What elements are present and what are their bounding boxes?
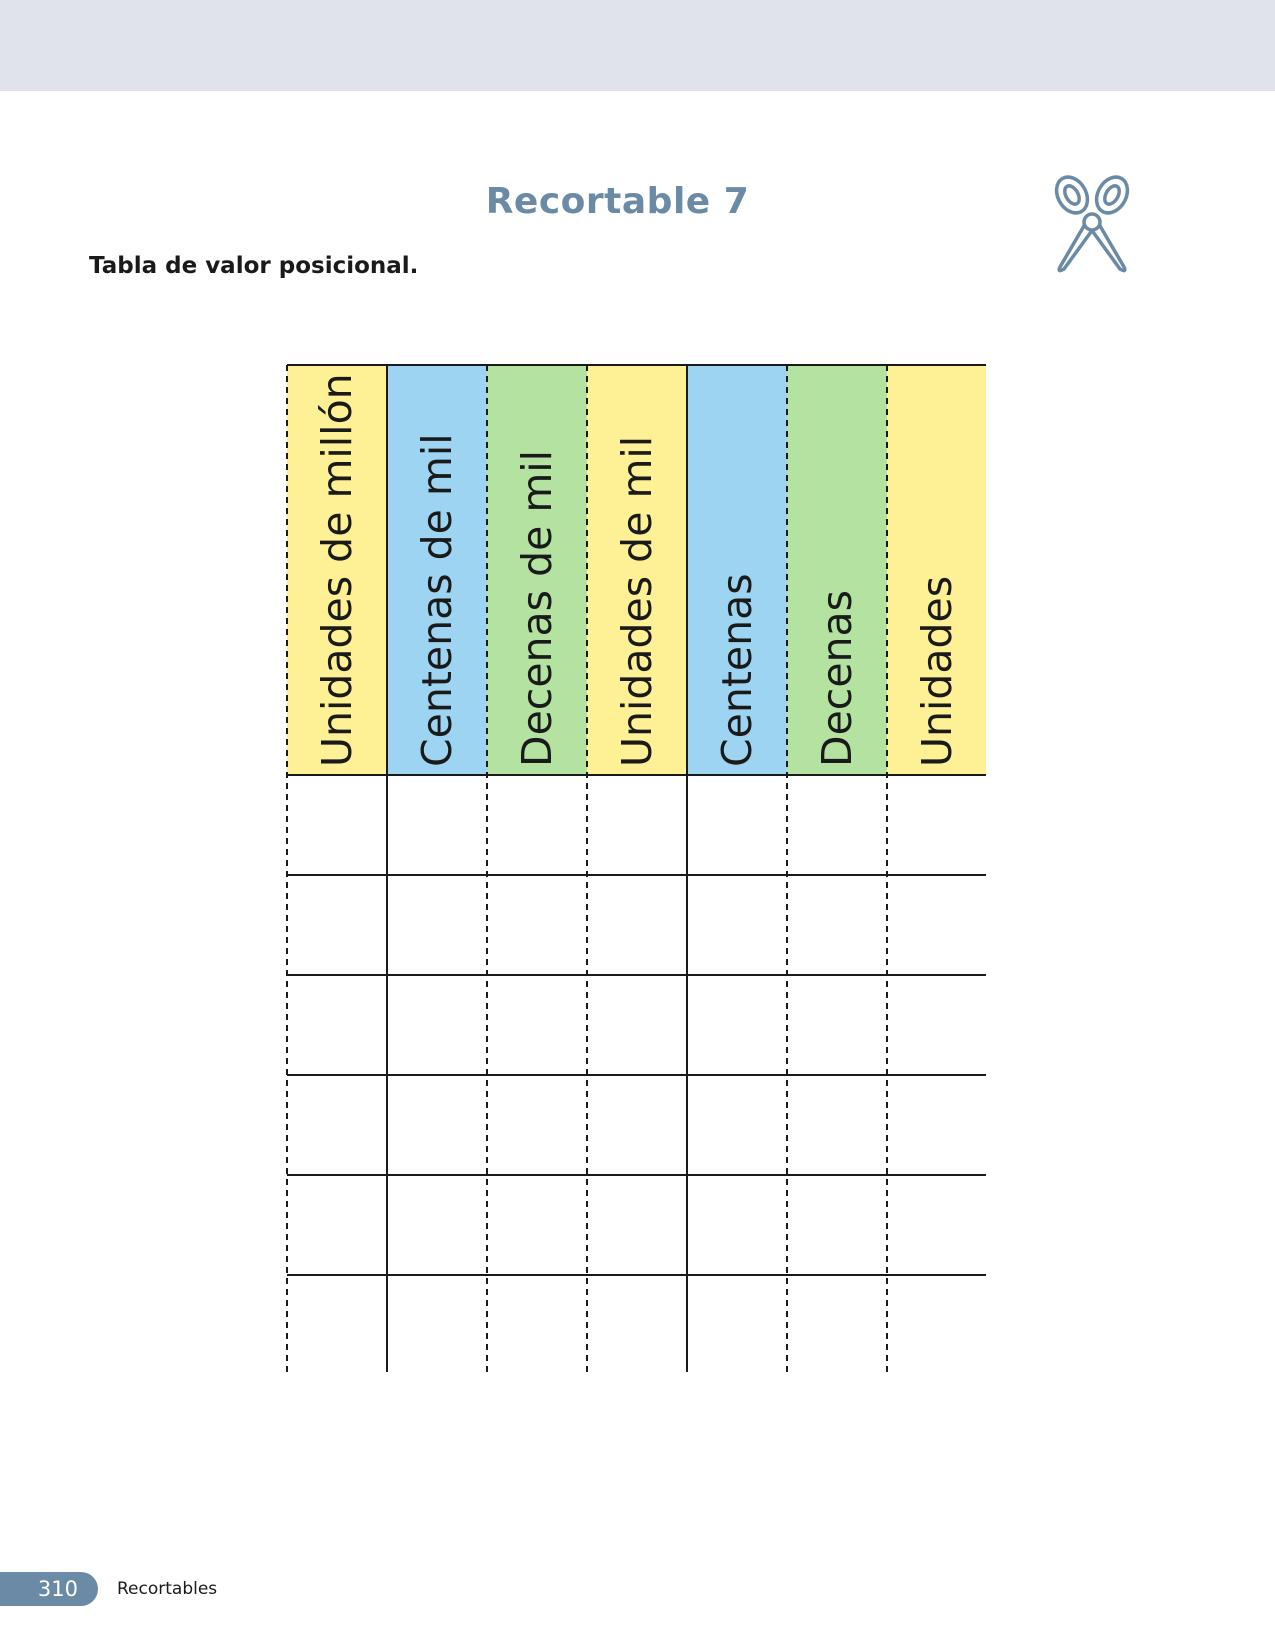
table-cell: [889, 877, 985, 973]
table-cell: [289, 1277, 385, 1372]
table-cell: [389, 1277, 485, 1372]
table-cell: [289, 1077, 385, 1173]
column-header-label: Unidades de millón: [313, 373, 361, 767]
column-header-label: Decenas: [813, 589, 861, 767]
table-cell: [589, 1177, 685, 1273]
table-cell: [589, 1077, 685, 1173]
instruction-text: Tabla de valor posicional.: [89, 253, 419, 279]
table-cell: [489, 1277, 585, 1372]
table-cell: [789, 977, 885, 1073]
table-cell: [889, 777, 985, 873]
table-cell: [689, 777, 785, 873]
column-header-label: Unidades de mil: [613, 435, 661, 767]
page-title: Recortable 7: [485, 181, 750, 222]
table-cell: [489, 1177, 585, 1273]
table-cell: [689, 1277, 785, 1372]
table-cell: [389, 777, 485, 873]
table-cell: [289, 977, 385, 1073]
table-cell: [789, 1177, 885, 1273]
table-cell: [489, 777, 585, 873]
table-cell: [489, 977, 585, 1073]
place-value-table: [280, 358, 986, 1372]
table-cell: [489, 877, 585, 973]
table-cell: [889, 1277, 985, 1372]
table-cell: [389, 877, 485, 973]
table-cell: [589, 877, 685, 973]
table-cell: [789, 1077, 885, 1173]
table-cell: [589, 1277, 685, 1372]
table-cell: [689, 977, 785, 1073]
table-cell: [889, 1177, 985, 1273]
table-cell: [789, 1277, 885, 1372]
table-cell: [389, 977, 485, 1073]
table-cell: [589, 977, 685, 1073]
column-header-label: Centenas de mil: [413, 433, 461, 767]
table-cell: [789, 877, 885, 973]
footer-section-label: Recortables: [117, 1579, 218, 1599]
table-cell: [789, 777, 885, 873]
table-cell: [889, 977, 985, 1073]
table-cell: [889, 1077, 985, 1173]
table-cell: [289, 877, 385, 973]
table-cell: [689, 877, 785, 973]
table-cell: [389, 1077, 485, 1173]
column-header-label: Centenas: [713, 573, 761, 767]
table-cell: [289, 1177, 385, 1273]
table-cell: [289, 777, 385, 873]
table-cell: [689, 1177, 785, 1273]
page-number: 310: [0, 1572, 98, 1606]
table-cell: [589, 777, 685, 873]
table-cell: [689, 1077, 785, 1173]
column-header-label: Unidades: [913, 575, 961, 767]
top-band: [0, 0, 1275, 91]
scissors-icon: [1052, 175, 1132, 275]
table-cell: [389, 1177, 485, 1273]
column-header-label: Decenas de mil: [513, 449, 561, 767]
table-cell: [489, 1077, 585, 1173]
